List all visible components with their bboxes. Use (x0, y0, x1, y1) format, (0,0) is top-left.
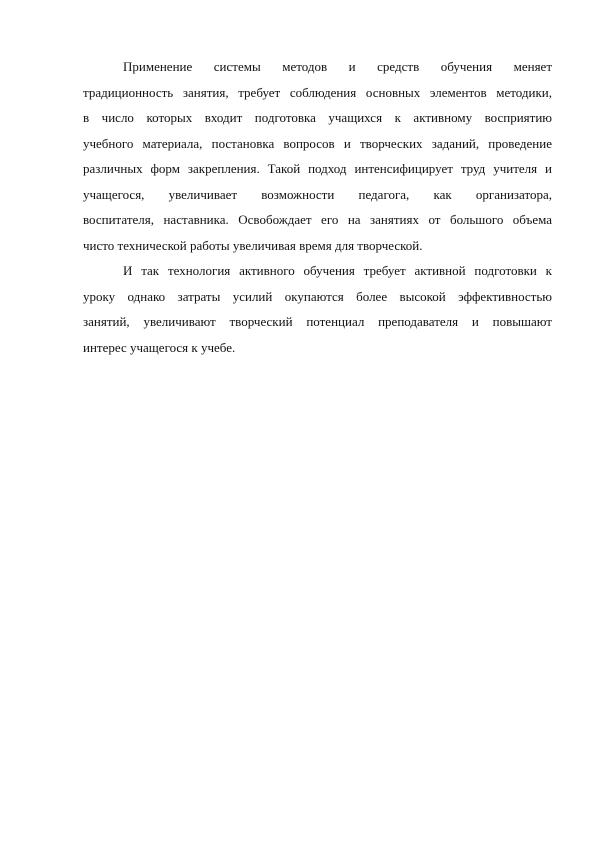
paragraph-line: чисто технической работы увеличивая время для творческой. (83, 237, 423, 253)
paragraph-line: занятий, увеличивают творческий потенциал преподавателя и повышают (83, 314, 552, 329)
paragraph-line: традиционность занятия, требует соблюдения основных элементов методики, (83, 84, 552, 100)
paragraph-1 (83, 54, 552, 258)
paragraph-line: И так технология активного обучения требует активной подготовки к (123, 263, 552, 278)
paragraph-line: уроку однако затраты усилий окупаются более высокой эффективностью (83, 288, 552, 304)
paragraph-2 (83, 258, 552, 360)
document-body (83, 54, 552, 360)
paragraph-line: в число которых входит подготовка учащихся к активному восприятию (83, 110, 552, 125)
paragraph-line: различных форм закрепления. Такой подход интенсифицирует труд учителя и (83, 161, 552, 176)
paragraph-line: учащегося, увеличивает возможности педагога, как организатора, (83, 186, 552, 202)
paragraph-line: учебного материала, постановка вопросов и творческих заданий, проведение (83, 135, 552, 151)
paragraph-line: Применение системы методов и средств обучения меняет (123, 59, 552, 74)
paragraph-line: воспитателя, наставника. Освобождает его на занятиях от большого объема (83, 212, 552, 227)
paragraph-line: интерес учащегося к учебе. (83, 339, 236, 355)
